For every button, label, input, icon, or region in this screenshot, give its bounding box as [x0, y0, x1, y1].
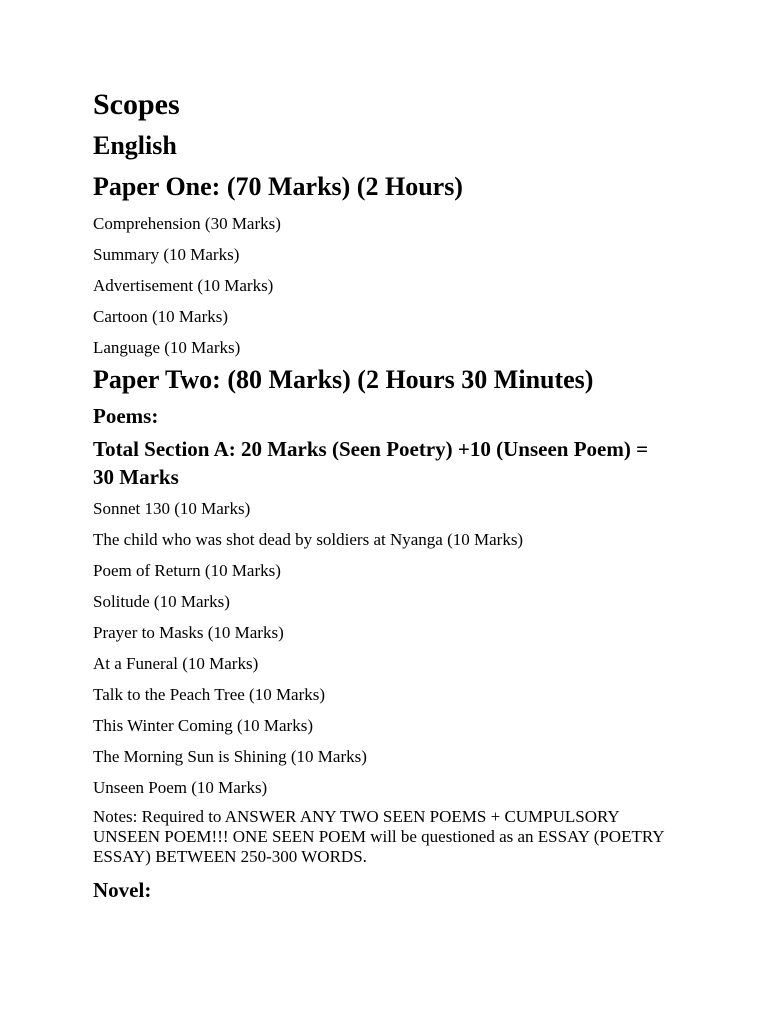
list-item: Unseen Poem (10 Marks)	[93, 778, 268, 797]
list-item: Cartoon (10 Marks)	[93, 307, 229, 326]
list-item: Advertisement (10 Marks)	[93, 276, 274, 295]
list-item: Summary (10 Marks)	[93, 245, 240, 264]
paper-one-heading: Paper One: (70 Marks) (2 Hours)	[93, 172, 463, 201]
poems-heading: Poems:	[93, 404, 159, 428]
paper-two-heading: Paper Two: (80 Marks) (2 Hours 30 Minutes)	[93, 365, 594, 394]
section-a-heading: Total Section A: 20 Marks (Seen Poetry) +10 (Unseen Poem) = 30 Marks	[93, 437, 649, 489]
list-item: Talk to the Peach Tree (10 Marks)	[93, 685, 326, 704]
novel-heading: Novel:	[93, 878, 152, 902]
list-item: This Winter Coming (10 Marks)	[93, 716, 313, 735]
list-item: Language (10 Marks)	[93, 338, 241, 357]
poems-list	[93, 499, 693, 798]
list-item: The Morning Sun is Shining (10 Marks)	[93, 747, 367, 766]
list-item: Solitude (10 Marks)	[93, 592, 230, 611]
list-item: Poem of Return (10 Marks)	[93, 561, 281, 580]
subject-heading: English	[93, 131, 177, 160]
notes-paragraph: Notes: Required to ANSWER ANY TWO SEEN POEMS + CUMPULSORY UNSEEN POEM!!! ONE SEEN POEM will be questioned as an ESSAY (POETRY ESSAY) BETWEEN 250-300 WORDS.	[93, 807, 664, 866]
paper-one-list	[93, 214, 693, 358]
document-title: Scopes	[93, 88, 180, 121]
list-item: Prayer to Masks (10 Marks)	[93, 623, 284, 642]
document-page	[93, 86, 693, 904]
list-item: At a Funeral (10 Marks)	[93, 654, 259, 673]
list-item: Comprehension (30 Marks)	[93, 214, 281, 233]
list-item: The child who was shot dead by soldiers at Nyanga (10 Marks)	[93, 530, 524, 549]
list-item: Sonnet 130 (10 Marks)	[93, 499, 251, 518]
